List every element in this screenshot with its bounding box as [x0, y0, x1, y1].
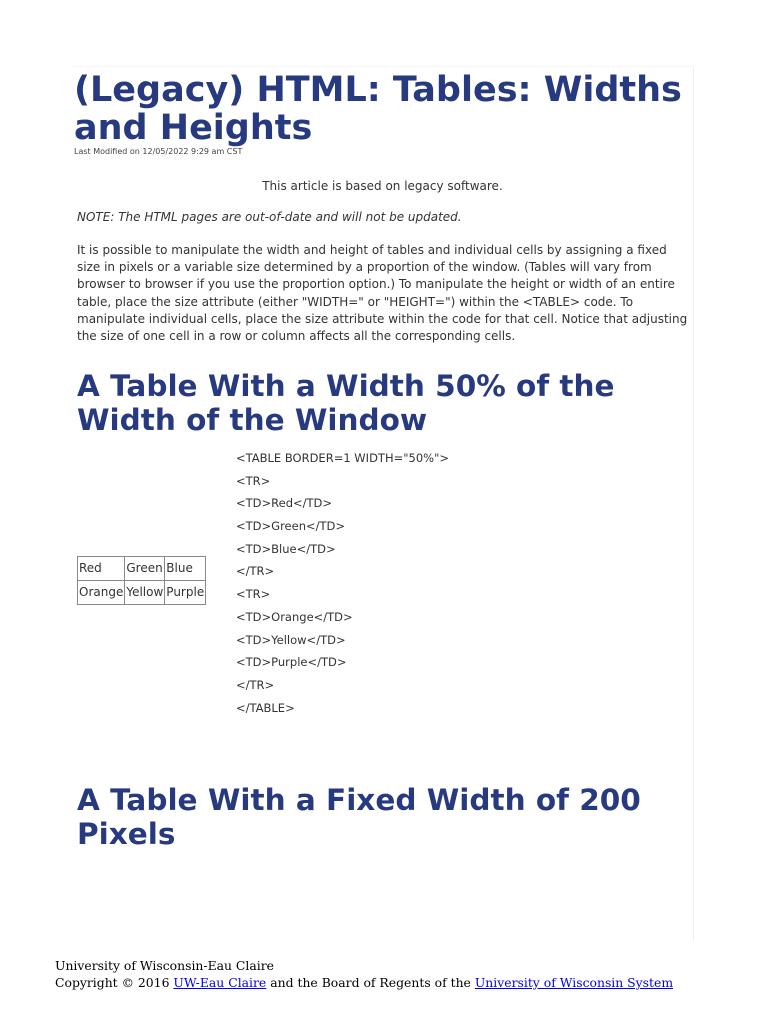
html-code-listing: [236, 447, 449, 719]
table-cell: Blue: [165, 557, 206, 581]
table-cell: Yellow: [125, 581, 165, 605]
code-line: <TR>: [236, 473, 271, 488]
code-line: <TD>Red</TD>: [236, 496, 333, 511]
intro-paragraph: It is possible to manipulate the width and height of tables and individual cells by assigning a fixed size in pixels or a variable size determined by a proportion of the window. (Tables will vary from browser to browser if you use the proportion option.) To manipulate the height or width of an entire table, place the size attribute (either "WIDTH=" or "HEIGHT=") within the <TABLE> code. To manipulate individual cells, place the size attribute within the code for that cell. Notice that adjusting the size of one cell in a row or column affects all the corresponding cells.: [77, 243, 688, 344]
uw-system-link[interactable]: University of Wisconsin System: [474, 975, 674, 990]
section-heading-50-percent: A Table With a Width 50% of the Width of the Window: [77, 369, 615, 437]
code-line: <TD>Yellow</TD>: [236, 632, 346, 647]
article-container: [72, 66, 694, 941]
section-heading-200-pixels: A Table With a Fixed Width of 200 Pixels: [77, 783, 641, 851]
code-line: <TD>Orange</TD>: [236, 609, 353, 624]
footer-university: University of Wisconsin-Eau Claire: [55, 958, 274, 973]
code-line: </TR>: [236, 677, 275, 692]
table-cell: Green: [125, 557, 165, 581]
demo-table-50-percent: [77, 556, 206, 605]
page-title: (Legacy) HTML: Tables: Widths and Heights: [74, 70, 682, 148]
code-line: <TD>Blue</TD>: [236, 541, 336, 556]
code-line: <TD>Purple</TD>: [236, 655, 347, 670]
uw-eau-claire-link[interactable]: UW-Eau Claire: [173, 975, 267, 990]
page-footer: [55, 957, 673, 991]
legacy-notice: This article is based on legacy software.: [262, 179, 503, 193]
last-modified-text: Last Modified on 12/05/2022 9:29 am CST: [74, 147, 243, 156]
table-cell: Red: [78, 557, 125, 581]
code-line: <TD>Green</TD>: [236, 519, 346, 534]
outdated-note: NOTE: The HTML pages are out-of-date and will not be updated.: [77, 210, 462, 224]
footer-copyright: [55, 974, 673, 991]
table-cell: Orange: [78, 581, 125, 605]
code-line: <TR>: [236, 587, 271, 602]
copyright-middle: and the Board of Regents of the: [270, 975, 471, 990]
code-line: </TABLE>: [236, 700, 295, 715]
table-row: [78, 581, 206, 605]
table-row: [78, 557, 206, 581]
copyright-prefix: Copyright © 2016: [55, 975, 170, 990]
code-line: </TR>: [236, 564, 275, 579]
table-cell: Purple: [165, 581, 206, 605]
code-line: <TABLE BORDER=1 WIDTH="50%">: [236, 451, 450, 465]
